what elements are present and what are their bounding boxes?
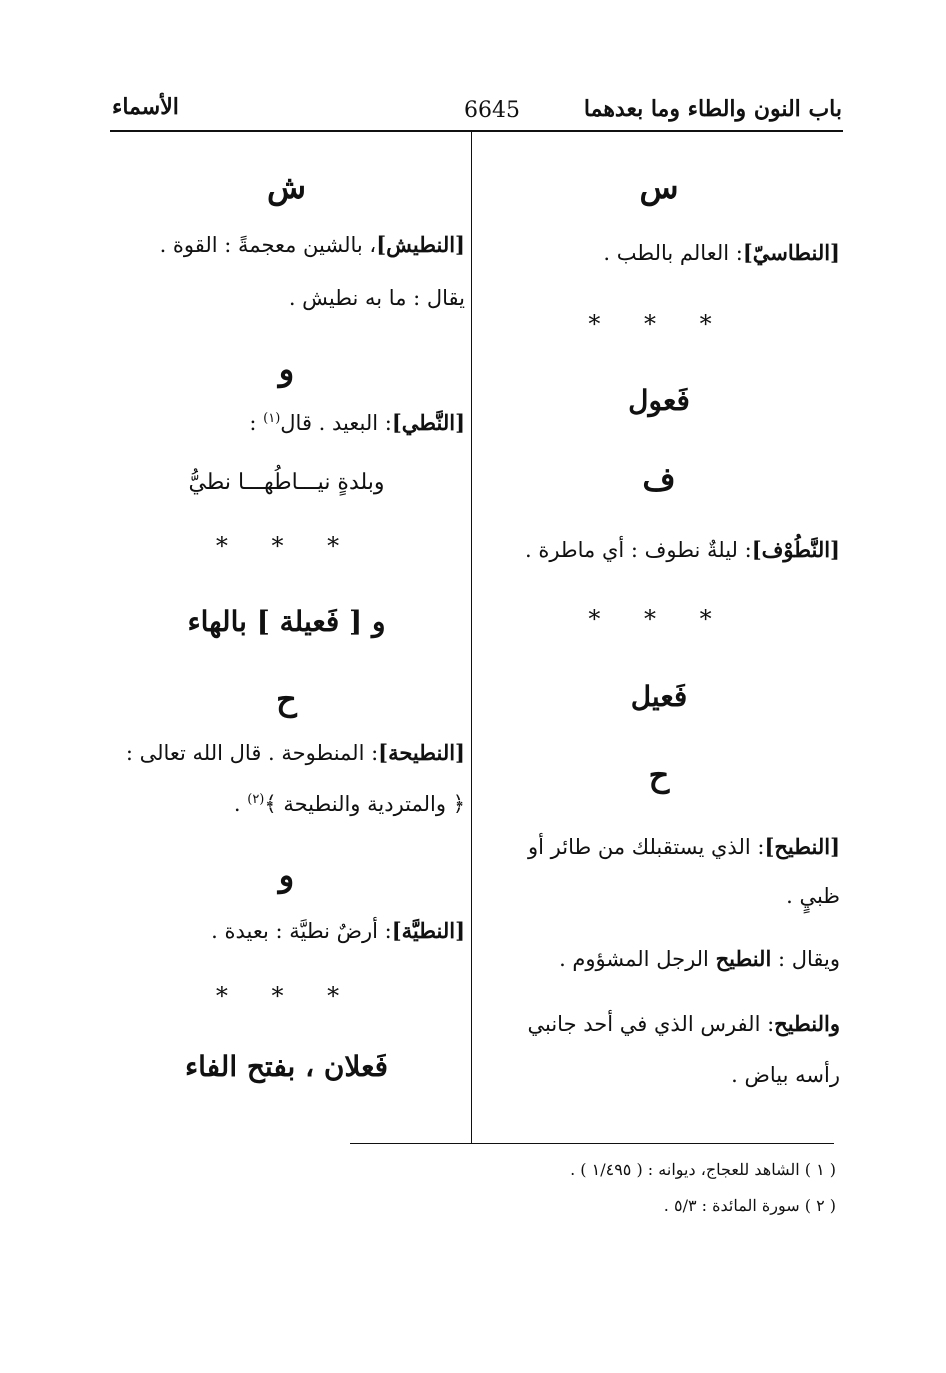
letter-heading-shin: ش [266, 168, 307, 206]
entry-natih-saying [559, 946, 840, 971]
letter-heading-waw: و [278, 856, 295, 894]
header-section-title: الأسماء [112, 94, 179, 120]
separator-stars: * * * [588, 310, 730, 338]
quran-quote [234, 792, 465, 816]
letter-heading-ha: ح [276, 680, 297, 718]
verse-line: وبلدةٍ نيـــاطُهـــا نطيُّ [188, 470, 385, 495]
headword-natish: [النطيش] [376, 232, 465, 257]
footnote-1: ( ١ ) الشاهد للعجاج، ديوانه : ( ١/٤٩٥ ) . [570, 1160, 836, 1179]
entry-nattuf [525, 537, 840, 562]
entry-natiha [126, 740, 465, 765]
separator-stars: * * * [215, 532, 358, 560]
definition-natih: : الذي يستقبلك من طائر أو [528, 835, 765, 859]
entry-natih-horse-continuation: رأسه بياض . [731, 1063, 840, 1087]
letter-heading-sin: س [639, 168, 679, 206]
entry-nati [249, 410, 465, 435]
entry-natish-saying: يقال : ما به نطيش . [288, 286, 465, 310]
footnote-2: ( ٢ ) سورة المائدة : ٥/٣ . [663, 1196, 836, 1215]
headword-natih: [النطيح] [764, 834, 840, 859]
definition-nati-colon: : [249, 411, 264, 435]
headword-natasi: [النطاسيّ] [742, 240, 840, 265]
pattern-heading-fallan: فَعلان ، بفتح الفاء [184, 1050, 389, 1083]
headword-natih-horse: والنطيح [774, 1011, 840, 1036]
header-chapter-title: باب النون والطاء وما بعدهما [583, 96, 842, 122]
definition-natiyya: : أرضٌ نطيَّة : بعيدة . [211, 919, 392, 943]
definition-natih-horse: : الفرس الذي في أحد جانبي [527, 1012, 775, 1036]
footnote-ref-2: (٢) [247, 792, 265, 807]
footnote-ref-1: (١) [263, 411, 281, 426]
headword-natiyya: [النطيَّة] [391, 918, 465, 943]
entry-natiyya [211, 918, 465, 943]
definition-nattuf: : ليلةٌ نطوف : أي ماطرة . [524, 538, 752, 562]
pattern-heading-fail: فَعيل [630, 680, 688, 713]
page-number: 6645 [464, 98, 520, 123]
footnote-rule [350, 1143, 834, 1144]
separator-stars: * * * [588, 605, 730, 633]
entry-natasi [603, 240, 840, 265]
saying-rest: الرجل المشؤوم . [559, 947, 709, 971]
letter-heading-waw: و [278, 350, 295, 388]
headword-natih-repeat: النطيح [715, 946, 772, 971]
definition-natish: ، بالشين معجمةً : القوة . [159, 233, 377, 257]
left-column [108, 0, 465, 1373]
entry-natih [528, 834, 840, 859]
separator-stars: * * * [215, 982, 358, 1010]
headword-natiha: [النطيحة] [378, 740, 465, 765]
column-divider [471, 132, 472, 1144]
definition-natasi: : العالم بالطب . [603, 241, 743, 265]
quran-verse-text: ﴿ والمتردية والنطيحة ﴾ [264, 792, 465, 816]
saying-prefix: ويقال : [777, 947, 840, 971]
headword-nattuf: [النَّطُوْف] [751, 537, 840, 562]
pattern-heading-faul: فَعول [628, 384, 690, 417]
letter-heading-ha: ح [648, 756, 670, 794]
entry-natih-horse [527, 1011, 840, 1036]
entry-natih-continuation: ظبيٍ . [786, 884, 840, 908]
definition-natiha: : المنطوحة . قال الله تعالى : [125, 741, 379, 765]
entry-natish [160, 232, 465, 257]
definition-nati: : البعيد . قال [280, 411, 392, 435]
quran-verse-end: . [233, 792, 248, 816]
pattern-heading-faila: و [ فَعيلة ] بالهاء [187, 605, 386, 638]
headword-nati: [النَّطي] [391, 410, 465, 435]
letter-heading-fa: ف [642, 460, 676, 498]
